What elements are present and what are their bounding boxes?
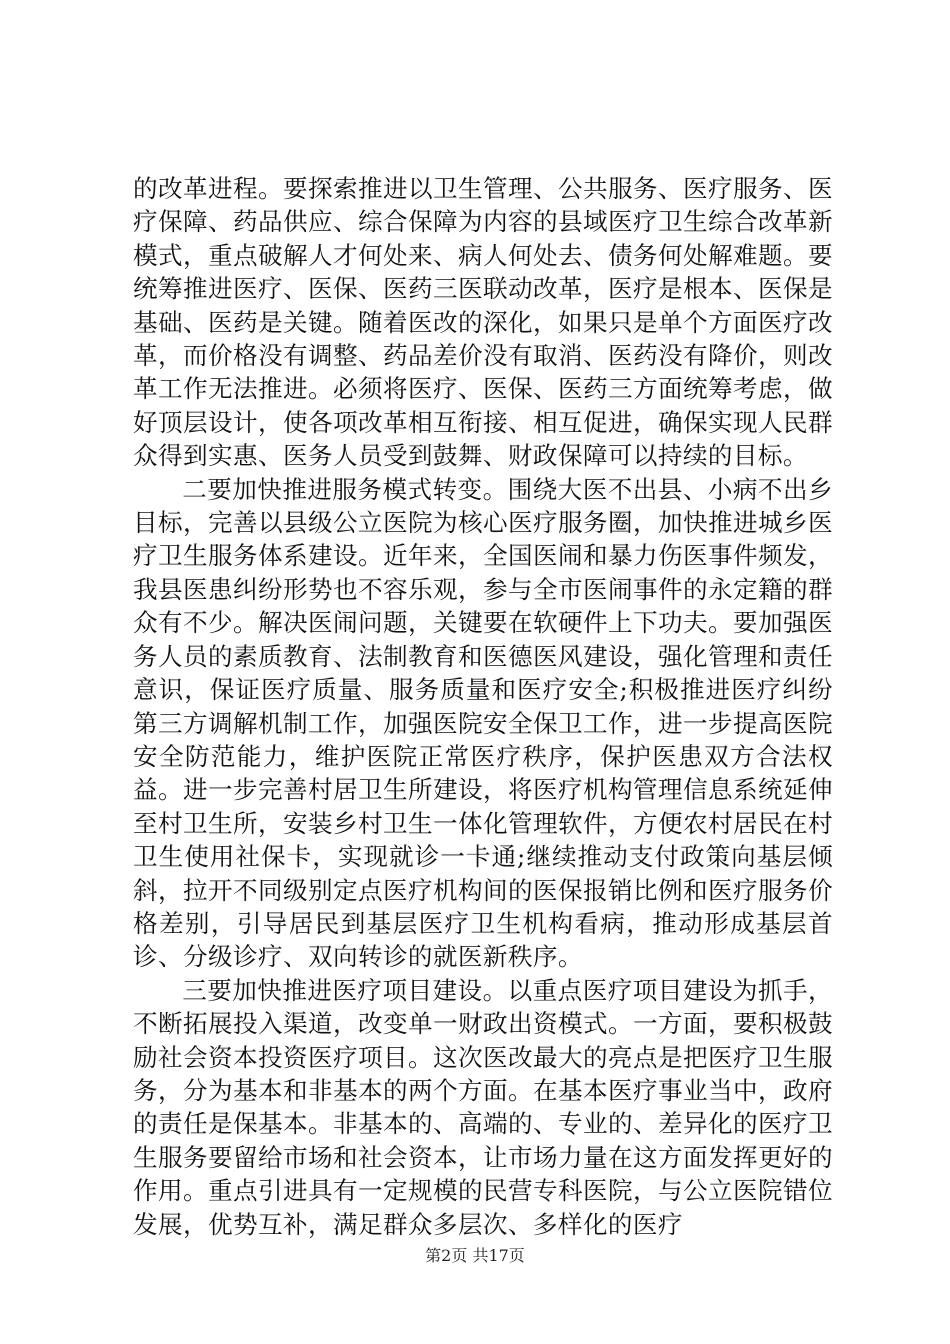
paragraph-1: 的改革进程。要探索推进以卫生管理、公共服务、医疗服务、医疗保障、药品供应、综合保障为内容的县域医疗卫生综合改革新模式，重点破解人才何处来、病人何处去、债务何处解难题。要统筹推进医疗、医保、医药三医联动改革，医疗是根本、医保是基础、医药是关键。随着医改的深化，如果只是单个方面医疗改革，而价格没有调整、药品差价没有取消、医药没有降价，则改革工作无法推进。必须将医疗、医保、医药三方面统筹考虑，做好顶层设计，使各项改革相互衔接、相互促进，确保实现人民群众得到实惠、医务人员受到鼓舞、财政保障可以持续的目标。 — [133, 174, 833, 471]
page-footer — [0, 1243, 950, 1266]
body-text — [133, 172, 833, 1241]
paragraph-2: 二要加快推进服务模式转变。围绕大医不出县、小病不出乡目标，完善以县级公立医院为核心医疗服务圈，加快推进城乡医疗卫生服务体系建设。近年来，全国医闹和暴力伤医事件频发，我县医患纠纷形势也不容乐观，参与全市医闹事件的永定籍的群众有不少。解决医闹问题，关键要在软硬件上下功夫。要加强医务人员的素质教育、法制教育和医德医风建设，强化管理和责任意识，保证医疗质量、服务质量和医疗安全;积极推进医疗纠纷第三方调解机制工作，加强医院安全保卫工作，进一步提高医院安全防范能力，维护医院正常医疗秩序，保护医患双方合法权益。进一步完善村居卫生所建设，将医疗机构管理信息系统延伸至村卫生所，安装乡村卫生一体化管理软件，方便农村居民在村卫生使用社保卡，实现就诊一卡通;继续推动支付政策向基层倾斜，拉开不同级别定点医疗机构间的医保报销比例和医疗服务价格差别，引导居民到基层医疗卫生机构看病，推动形成基层首诊、分级诊疗、双向转诊的就医新秩序。 — [133, 474, 833, 972]
paragraph-3: 三要加快推进医疗项目建设。以重点医疗项目建设为抓手，不断拓展投入渠道，改变单一财政出资模式。一方面，要积极鼓励社会资本投资医疗项目。这次医改最大的亮点是把医疗卫生服务，分为基本和非基本的两个方面。在基本医疗事业当中，政府的责任是保基本。非基本的、高端的、专业的、差异化的医疗卫生服务要留给市场和社会资本，让市场力量在这方面发挥更好的作用。重点引进具有一定规模的民营专科医院，与公立医院错位发展，优势互补，满足群众多层次、多样化的医疗 — [133, 975, 833, 1239]
page-number: 第2页 共17页 — [425, 1246, 525, 1265]
